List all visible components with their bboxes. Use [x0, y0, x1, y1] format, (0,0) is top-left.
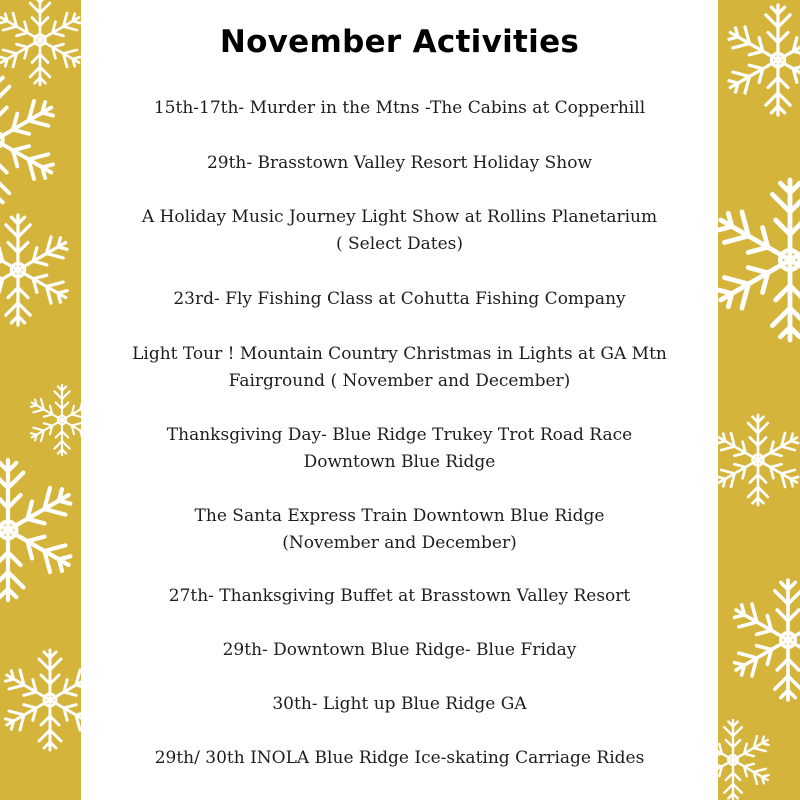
activity-line: 23rd- Fly Fishing Class at Cohutta Fishing Company — [173, 289, 626, 309]
activity-item — [81, 583, 718, 610]
activity-line: A Holiday Music Journey Light Show at Rollins Planetarium — [141, 207, 658, 227]
page-title: November Activities — [219, 24, 580, 60]
activity-line: Thanksgiving Day- Blue Ridge Trukey Trot Road Race — [166, 425, 633, 445]
activity-line: Fairground ( November and December) — [228, 371, 571, 391]
activity-item — [81, 745, 718, 772]
activity-item — [81, 503, 718, 557]
activity-item — [81, 341, 718, 395]
activities-panel — [81, 0, 718, 800]
activity-line: 15th-17th- Murder in the Mtns -The Cabins at Copperhill — [153, 98, 646, 118]
activity-line: 29th- Brasstown Valley Resort Holiday Show — [206, 153, 593, 173]
activity-item — [81, 150, 718, 177]
activity-line: ( Select Dates) — [335, 234, 463, 254]
activity-line: The Santa Express Train Downtown Blue Ridge — [194, 506, 605, 526]
snowflake-icon — [718, 0, 800, 800]
activity-line: 29th/ 30th INOLA Blue Ridge Ice-skating Carriage Rides — [154, 748, 645, 768]
activity-line: 27th- Thanksgiving Buffet at Brasstown Valley Resort — [168, 586, 631, 606]
activity-item — [81, 422, 718, 476]
activity-line: Light Tour ! Mountain Country Christmas in Lights at GA Mtn — [132, 344, 667, 364]
activity-line: 29th- Downtown Blue Ridge- Blue Friday — [222, 640, 577, 660]
activity-item — [81, 204, 718, 258]
left-decoration-panel — [0, 0, 81, 800]
right-decoration-panel — [718, 0, 800, 800]
activity-item — [81, 95, 718, 122]
activity-item — [81, 286, 718, 313]
activity-item — [81, 691, 718, 718]
activity-item — [81, 637, 718, 664]
activity-line: 30th- Light up Blue Ridge GA — [272, 694, 527, 714]
activity-line: (November and December) — [282, 533, 517, 553]
snowflake-icon — [0, 0, 81, 800]
activity-line: Downtown Blue Ridge — [303, 452, 496, 472]
